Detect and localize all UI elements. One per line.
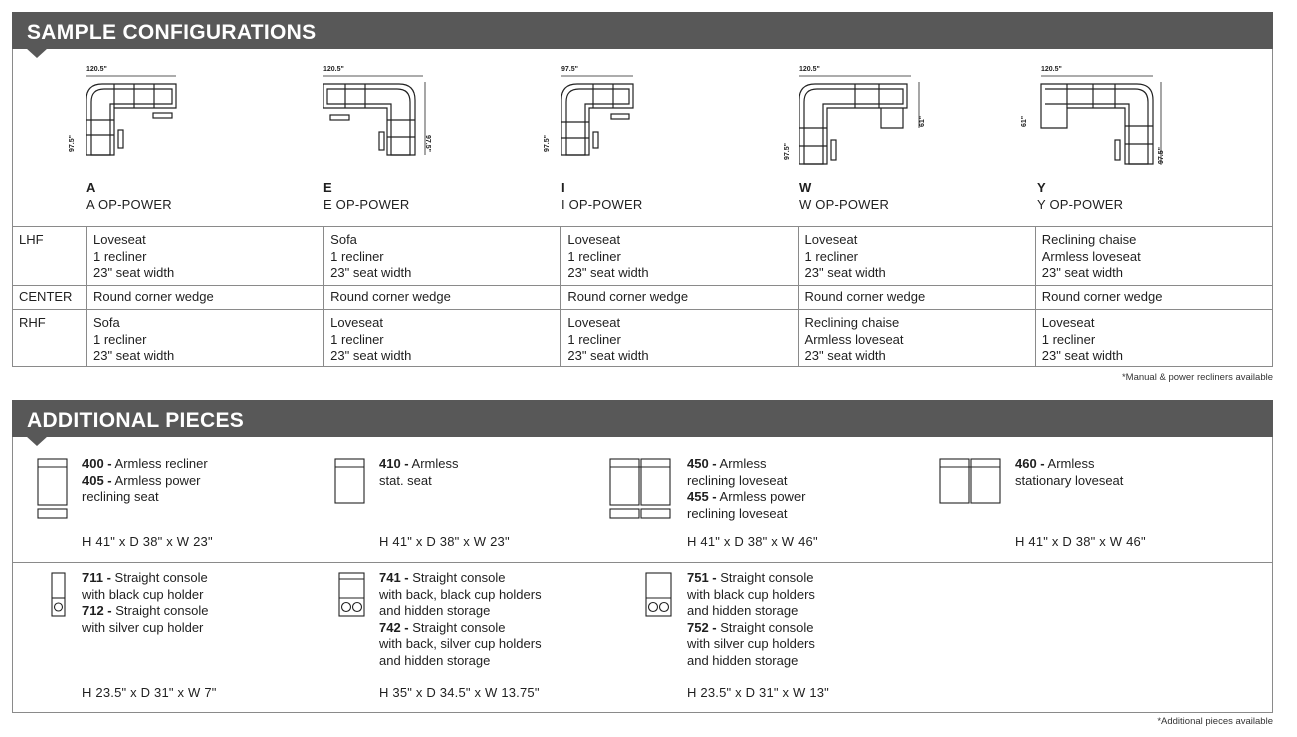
config-a-diagram: [86, 60, 206, 170]
config-e-depth: 97.5": [423, 135, 431, 152]
table-row-lhf: [13, 227, 1273, 286]
config-e-letter: E: [323, 180, 332, 195]
piece-400-405: 400 - Armless recliner 405 - Armless power reclining seat: [82, 456, 208, 504]
console-with-back-icon: [338, 572, 366, 618]
config-y-power: Y OP-POWER: [1037, 197, 1124, 212]
pieces-divider: [12, 562, 1273, 563]
config-w-depth: 97.5": [783, 143, 791, 160]
config-y: [1021, 60, 1274, 220]
piece-450-455: 450 - Armless reclining loveseat 455 - Armless power reclining loveseat: [687, 456, 806, 521]
configurations-banner: [12, 12, 1273, 49]
configurations-table: [12, 226, 1273, 367]
config-y-depth: 97.5": [1157, 147, 1165, 164]
config-e-diagram: [323, 60, 443, 170]
config-a-letter: A: [86, 180, 96, 195]
table-row-rhf: [13, 310, 1273, 367]
dimensions-400: H 41" x D 38" x W 23": [82, 534, 213, 549]
config-y-chaise-length: 61": [1021, 115, 1029, 128]
table-cell: Reclining chaise Armless loveseat 23" seat width: [798, 310, 1035, 367]
config-a-width: 120.5": [86, 66, 107, 73]
piece-460: 460 - Armless stationary loveseat: [1015, 456, 1124, 488]
table-cell: Round corner wedge: [324, 286, 561, 310]
config-w-diagram: [799, 60, 939, 170]
config-i: [543, 60, 798, 220]
additional-banner: [12, 400, 1273, 437]
config-i-power: I OP-POWER: [561, 197, 643, 212]
table-cell: Loveseat 1 recliner 23" seat width: [86, 227, 323, 286]
table-row-center: [13, 286, 1273, 310]
recliners-note: *Manual & power recliners available: [1121, 372, 1273, 383]
piece-751-752: 751 - Straight console with black cup holders and hidden storage 752 - Straight console with silver cup holders and hidden storage: [687, 570, 815, 668]
config-e: [323, 60, 560, 220]
table-cell: Sofa 1 recliner 23" seat width: [86, 310, 323, 367]
armless-reclining-loveseat-icon: [609, 458, 673, 520]
narrow-console-icon: [51, 572, 67, 618]
config-w-letter: W: [799, 180, 812, 195]
configurations-title: SAMPLE CONFIGURATIONS: [27, 21, 317, 44]
config-i-letter: I: [561, 180, 565, 195]
config-y-width: 120.5": [1041, 66, 1062, 73]
config-a-power: A OP-POWER: [86, 197, 172, 212]
config-w: [783, 60, 1036, 220]
dimensions-410: H 41" x D 38" x W 23": [379, 534, 510, 549]
dimensions-460: H 41" x D 38" x W 46": [1015, 534, 1146, 549]
dimensions-741: H 35" x D 34.5" x W 13.75": [379, 685, 540, 700]
row-label-rhf: RHF: [13, 310, 87, 367]
config-i-width: 97.5": [561, 66, 578, 73]
table-cell: Loveseat 1 recliner 23" seat width: [561, 310, 798, 367]
table-cell: Sofa 1 recliner 23" seat width: [324, 227, 561, 286]
config-w-power: W OP-POWER: [799, 197, 890, 212]
config-i-diagram: [561, 60, 681, 170]
additional-note: *Additional pieces available: [1157, 716, 1273, 727]
wide-console-icon: [645, 572, 673, 618]
dimensions-711: H 23.5" x D 31" x W 7": [82, 685, 217, 700]
armless-recliner-icon: [37, 458, 69, 520]
row-label-center: CENTER: [13, 286, 87, 310]
dimensions-751: H 23.5" x D 31" x W 13": [687, 685, 829, 700]
table-cell: Loveseat 1 recliner 23" seat width: [1035, 310, 1272, 367]
piece-741-742: 741 - Straight console with back, black cup holders and hidden storage 742 - Straight console with back, silver cup holders and hidden storage: [379, 570, 542, 668]
piece-711-712: 711 - Straight console with black cup holder 712 - Straight console with silver cup holder: [82, 570, 209, 635]
config-w-width: 120.5": [799, 66, 820, 73]
piece-410: 410 - Armless stat. seat: [379, 456, 459, 488]
config-y-letter: Y: [1037, 180, 1046, 195]
additional-title: ADDITIONAL PIECES: [27, 409, 245, 432]
config-i-depth: 97.5": [543, 135, 551, 152]
table-cell: Round corner wedge: [1035, 286, 1272, 310]
table-cell: Round corner wedge: [561, 286, 798, 310]
table-cell: Round corner wedge: [86, 286, 323, 310]
table-cell: Round corner wedge: [798, 286, 1035, 310]
config-a: [68, 60, 323, 220]
config-e-width: 120.5": [323, 66, 344, 73]
table-cell: Reclining chaise Armless loveseat 23" seat width: [1035, 227, 1272, 286]
table-cell: Loveseat 1 recliner 23" seat width: [561, 227, 798, 286]
row-label-lhf: LHF: [13, 227, 87, 286]
dimensions-450: H 41" x D 38" x W 46": [687, 534, 818, 549]
armless-stationary-loveseat-icon: [939, 458, 1003, 506]
config-w-chaise-length: 61": [919, 115, 927, 128]
table-cell: Loveseat 1 recliner 23" seat width: [798, 227, 1035, 286]
config-y-diagram: [1037, 60, 1177, 170]
armless-seat-icon: [334, 458, 366, 506]
config-a-depth: 97.5": [68, 135, 76, 152]
config-e-power: E OP-POWER: [323, 197, 410, 212]
table-cell: Loveseat 1 recliner 23" seat width: [324, 310, 561, 367]
